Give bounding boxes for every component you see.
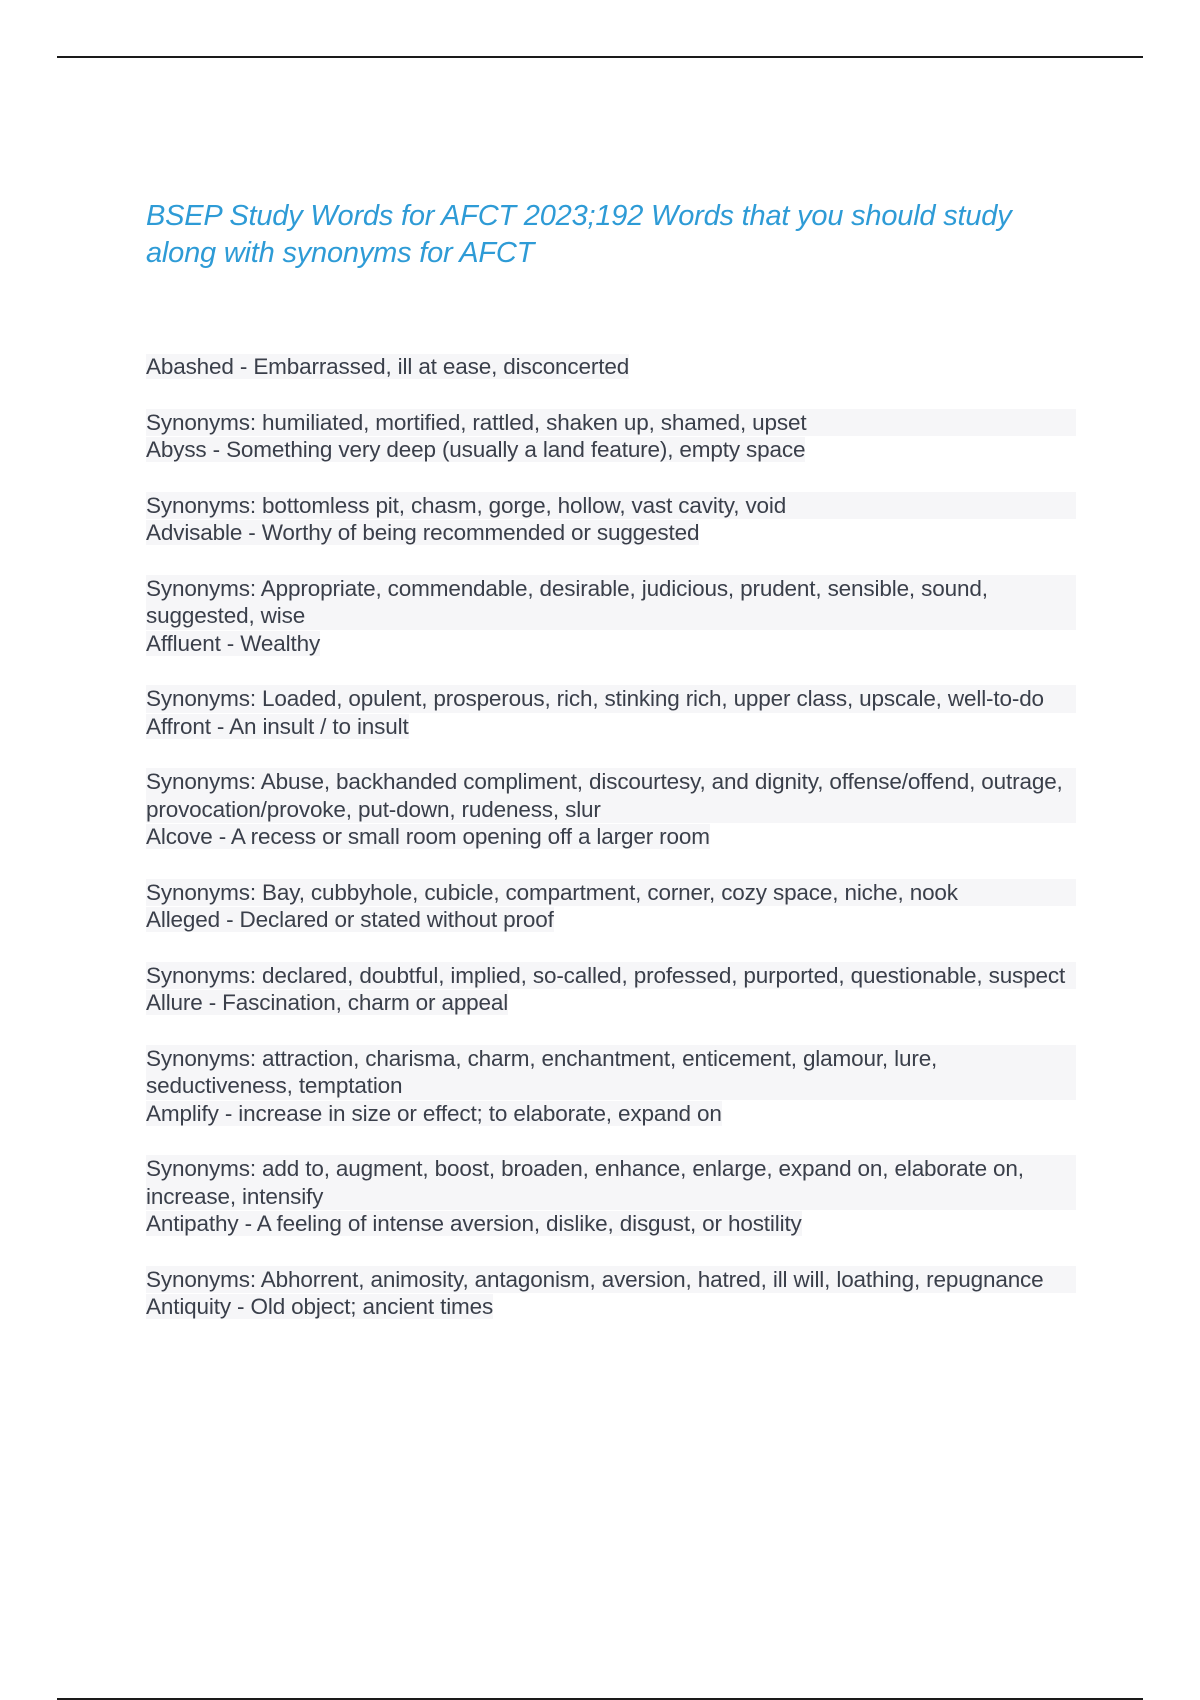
top-rule xyxy=(57,56,1143,58)
definition-line: Antiquity - Old object; ancient times xyxy=(146,1294,494,1319)
synonyms-line: Synonyms: Abuse, backhanded compliment, discourtesy, and dignity, offense/offend, outrage, provocation/provoke, put-down, rudeness, slur xyxy=(146,768,1076,823)
definition-line: Alleged - Declared or stated without proof xyxy=(146,907,554,932)
word-entry xyxy=(146,519,1076,630)
definition-line: Advisable - Worthy of being recommended or suggested xyxy=(146,520,700,545)
definition-line: Abyss - Something very deep (usually a land feature), empty space xyxy=(146,437,806,462)
synonyms-line: Synonyms: Bay, cubbyhole, cubicle, compartment, corner, cozy space, niche, nook xyxy=(146,879,1076,907)
synonyms-line: Synonyms: add to, augment, boost, broaden, enhance, enlarge, expand on, elaborate on, increase, intensify xyxy=(146,1155,1076,1210)
word-entry xyxy=(146,1210,1076,1293)
definition-line: Abashed - Embarrassed, ill at ease, disconcerted xyxy=(146,354,630,379)
word-entry xyxy=(146,1293,1076,1321)
synonyms-line: Synonyms: bottomless pit, chasm, gorge, hollow, vast cavity, void xyxy=(146,492,1076,520)
word-entry xyxy=(146,713,1076,824)
word-list xyxy=(146,353,1076,1321)
synonyms-line: Synonyms: Appropriate, commendable, desirable, judicious, prudent, sensible, sound, suggested, wise xyxy=(146,575,1076,630)
synonyms-line: Synonyms: humiliated, mortified, rattled, shaken up, shamed, upset xyxy=(146,409,1076,437)
document-title: BSEP Study Words for AFCT 2023;192 Words that you should study along with synonyms for AFCT xyxy=(146,200,1012,269)
word-entry xyxy=(146,989,1076,1100)
synonyms-line: Synonyms: attraction, charisma, charm, enchantment, enticement, glamour, lure, seductiveness, temptation xyxy=(146,1045,1076,1100)
definition-line: Antipathy - A feeling of intense aversion, dislike, disgust, or hostility xyxy=(146,1211,802,1236)
word-entry xyxy=(146,1100,1076,1211)
definition-line: Allure - Fascination, charm or appeal xyxy=(146,990,509,1015)
definition-line: Affront - An insult / to insult xyxy=(146,713,409,739)
word-entry xyxy=(146,823,1076,906)
definition-line: Amplify - increase in size or effect; to elaborate, expand on xyxy=(146,1100,722,1126)
definition-line: Alcove - A recess or small room opening off a larger room xyxy=(146,824,710,849)
word-entry xyxy=(146,630,1076,713)
word-entry xyxy=(146,436,1076,519)
synonyms-line: Synonyms: Loaded, opulent, prosperous, rich, stinking rich, upper class, upscale, well-to-do xyxy=(146,685,1076,713)
definition-line: Affluent - Wealthy xyxy=(146,630,321,656)
synonyms-line: Synonyms: Abhorrent, animosity, antagonism, aversion, hatred, ill will, loathing, repugnance xyxy=(146,1266,1076,1294)
synonyms-line: Synonyms: declared, doubtful, implied, so-called, professed, purported, questionable, suspect xyxy=(146,962,1076,990)
word-entry xyxy=(146,906,1076,989)
word-entry xyxy=(146,353,1076,436)
